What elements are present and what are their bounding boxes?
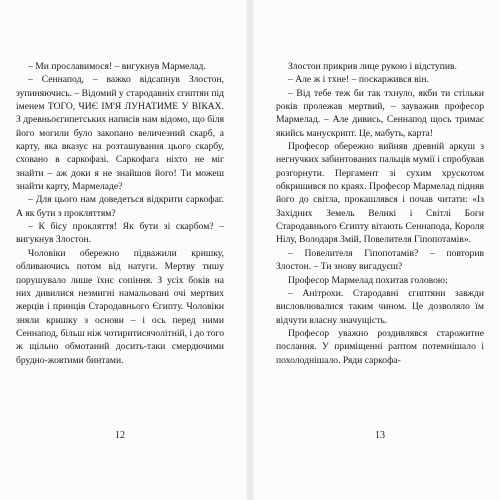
left-paragraph-1: – Ми прославимося! – вигукнув Мармелад. — [28, 61, 206, 72]
left-paragraph-5: Чоловіки обережно підважили кришку, обливаючись потом від натуги. Мертву тишу порушувало лише їхнє сопіння. З усіх боків на них дивилися незмигні намальовані очі мертвих жерців і принців Стародавнього Єгипту. Чоловіки зняли кришку з основи – і ось перед ними Сеннапод, більш ніж чотиритисячолітній, і до того ж щільно обмотаний досить-таки смердючими брудно-жовтими бинтами. — [16, 247, 224, 366]
right-paragraph-5: – Повелителя Гіпопотамів? – повторив Злостон. – Ти знову вигадуєш? — [276, 247, 484, 273]
left-page-number: 12 — [115, 430, 125, 441]
left-paragraph-4: – К бісу прокляття! Як бути зі скарбом? – вигукнув Злостон. — [16, 221, 224, 246]
left-paragraph-2: – Сеннапод, – важко відсапнув Злостон, зупиняючись. – Відомий у стародавніх єгиптян під іменем ТОГО, ЧИЄ ІМ'Я ЛУНАТИМЕ У ВІКАХ. З древньоєгипетських написів нам відомо, що біля його могили було закопано величезний скарб, а карту, яка вказує на розташування цього скарбу, сховано в саркофазі. Саркофага ніхто не міг знайти – аж доки я не знайшов його! Ти можеш знайти карту, Мармеладе? — [16, 74, 224, 193]
right-paragraph-8: Професор уважно роздивлявся старожитне послання. У приміщенні раптом потемнішало і похолоднішало. Ряди саркофа- — [276, 327, 484, 366]
book-gutter — [246, 0, 254, 500]
right-paragraph-2: – Але ж і тхне! – поскаржився він. — [288, 74, 429, 86]
left-paragraph-3: – Для цього нам доведеться відкрити саркофаг. А як бути з прокляттям? — [16, 194, 224, 219]
right-paragraph-6: Професор Мармелад похитав головою: — [288, 274, 448, 286]
right-page-number: 13 — [375, 430, 385, 441]
right-page-text — [276, 60, 484, 367]
right-paragraph-3: – Від тебе теж би так тхнуло, якби ти стільки років пролежав мертвий, – зауважив професор Мармелад. – Але дивись, Сеннапод щось тримає якийсь манускрипт. Це, мабуть, карта! — [276, 87, 484, 139]
left-page — [16, 60, 224, 480]
right-paragraph-1: Злостон прикрив лице рукою і відступив. — [288, 61, 457, 72]
right-paragraph-4: Професор обережно вийняв древній аркуш з негнучких забинтованих пальців мумії і спробував розгорнути. Пергамент зі сухим хрускотом обкришився по краях. Професор Мармелад підняв його до світла, прокашлявся і почав читати: «Із Західних Земель Великі і Світлі Боги Стародавнього Єгипту вітають Сеннапода, Короля Нілу, Володаря Змій, Повелителя Гіпопотамів». — [276, 141, 484, 246]
left-page-text — [16, 60, 224, 367]
right-paragraph-7: – Анітрохи. Стародавні єгиптяни завжди висловлювалися таким чином. Це дозволяло їм відчути власну значущість. — [276, 287, 484, 326]
right-page — [276, 60, 484, 480]
